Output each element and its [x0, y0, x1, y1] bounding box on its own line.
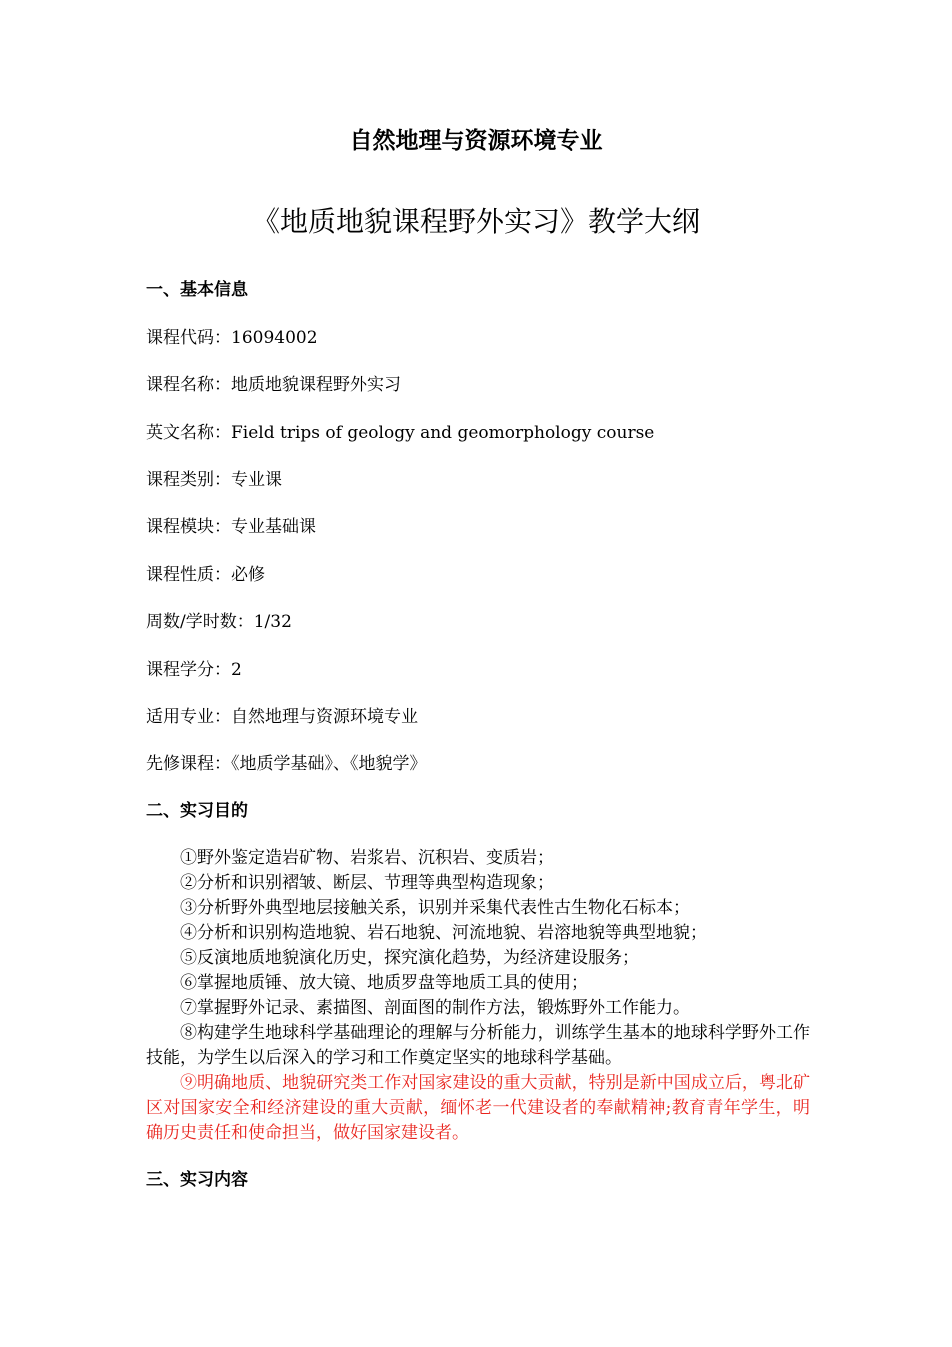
info-value: 地质地貌课程野外实习 [231, 375, 401, 395]
objectives-list [146, 846, 810, 1146]
info-row-english-name [146, 420, 654, 446]
info-value: 2 [231, 660, 242, 680]
info-row-applicable-major [146, 704, 418, 730]
info-row-course-module [146, 514, 316, 540]
info-value: 16094002 [231, 328, 318, 348]
objective-item: ④分析和识别构造地貌、岩石地貌、河流地貌、岩溶地貌等典型地貌； [180, 923, 707, 943]
info-value: 自然地理与资源环境专业 [231, 707, 418, 727]
objective-item: ③分析野外典型地层接触关系，识别并采集代表性古生物化石标本； [180, 898, 690, 918]
info-label: 周数/学时数： [146, 612, 254, 632]
section-heading-objectives: 二、实习目的 [146, 801, 248, 821]
info-row-credits [146, 657, 242, 683]
info-row-prerequisites [146, 751, 427, 777]
info-row-course-nature [146, 562, 265, 588]
major-title: 自然地理与资源环境专业 [349, 128, 603, 154]
info-label: 课程模块： [146, 517, 231, 537]
info-label: 课程学分： [146, 660, 231, 680]
info-label: 英文名称： [146, 423, 231, 443]
info-value: 必修 [231, 565, 265, 585]
info-row-weeks-hours [146, 609, 292, 635]
objective-item: ⑥掌握地质锤、放大镜、地质罗盘等地质工具的使用； [180, 973, 588, 993]
info-row-course-category [146, 467, 282, 493]
objective-item: ⑤反演地质地貌演化历史，探究演化趋势，为经济建设服务； [180, 948, 639, 968]
objective-item: ①野外鉴定造岩矿物、岩浆岩、沉积岩、变质岩； [180, 848, 554, 868]
section-heading-content: 三、实习内容 [146, 1170, 248, 1190]
info-value: 专业课 [231, 470, 282, 490]
info-value: Field trips of geology and geomorphology course [231, 423, 655, 443]
info-label: 课程代码： [146, 328, 231, 348]
info-value: 1/32 [253, 612, 292, 632]
info-value: 《地质学基础》、《地貌学》 [231, 754, 427, 774]
syllabus-title: 《地质地貌课程野外实习》教学大纲 [251, 205, 700, 238]
info-row-course-name [146, 372, 401, 398]
info-row-course-code [146, 325, 318, 351]
info-label: 课程名称： [146, 375, 231, 395]
objective-item: ⑧构建学生地球科学基础理论的理解与分析能力，训练学生基本的地球科学野外工作技能，为学生以后深入的学习和工作奠定坚实的地球科学基础。 [146, 1023, 810, 1068]
info-value: 专业基础课 [231, 517, 316, 537]
objective-item-highlighted: ⑨明确地质、地貌研究类工作对国家建设的重大贡献，特别是新中国成立后，粤北矿区对国家安全和经济建设的重大贡献，缅怀老一代建设者的奉献精神;教育青年学生，明确历史责任和使命担当，做好国家建设者。 [146, 1073, 810, 1143]
objective-item: ⑦掌握野外记录、素描图、剖面图的制作方法，锻炼野外工作能力。 [180, 998, 690, 1018]
info-label: 先修课程： [146, 754, 231, 774]
info-label: 课程性质： [146, 565, 231, 585]
info-label: 课程类别： [146, 470, 231, 490]
info-label: 适用专业： [146, 707, 231, 727]
section-heading-basic-info: 一、基本信息 [146, 280, 248, 300]
objective-item: ②分析和识别褶皱、断层、节理等典型构造现象； [180, 873, 554, 893]
